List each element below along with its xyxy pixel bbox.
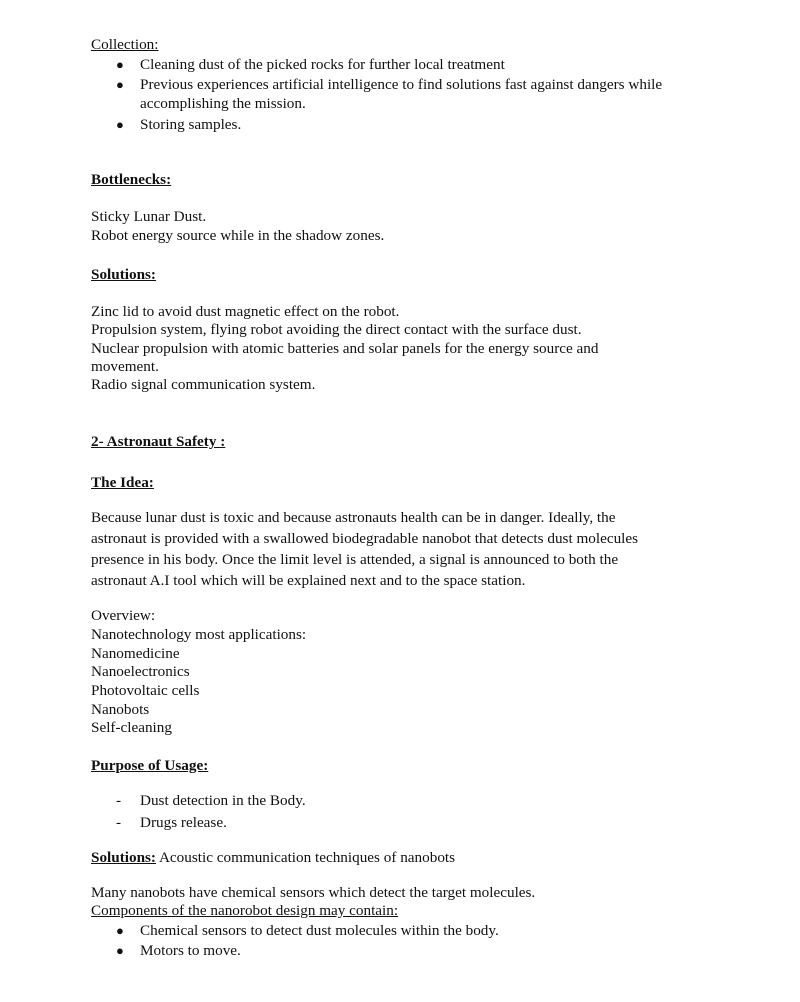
collection-bullet: Cleaning dust of the picked rocks for further local treatment	[140, 56, 505, 73]
solutions-2-text: Acoustic communication techniques of nanobots	[156, 849, 456, 866]
collection-bullet-continuation: accomplishing the mission.	[140, 95, 306, 112]
solutions-line: Nuclear propulsion with atomic batteries and solar panels for the energy source and	[91, 340, 599, 357]
idea-line: presence in his body. Once the limit level is attended, a signal is announced to both the	[91, 551, 619, 568]
overview-line: Nanobots	[91, 701, 150, 718]
dash-marker: -	[116, 814, 122, 831]
collection-bullet: Storing samples.	[140, 116, 242, 133]
solutions-line: Propulsion system, flying robot avoiding the direct contact with the surface dust.	[91, 321, 582, 338]
idea-line: Because lunar dust is toxic and because astronauts health can be in danger. Ideally, the	[91, 509, 616, 526]
solutions-heading: Solutions:	[91, 266, 156, 283]
idea-line: astronaut is provided with a swallowed biodegradable nanobot that detects dust molecules	[91, 530, 639, 547]
collection-bullet: Previous experiences artificial intelligence to find solutions fast against dangers while	[140, 76, 663, 93]
collection-heading: Collection:	[91, 36, 159, 53]
component-bullet: Chemical sensors to detect dust molecules within the body.	[140, 922, 499, 939]
overview-line: Nanoelectronics	[91, 663, 190, 680]
overview-line: Nanomedicine	[91, 645, 180, 662]
bottlenecks-line: Robot energy source while in the shadow zones.	[91, 227, 385, 244]
section-2-heading: 2- Astronaut Safety :	[91, 433, 226, 450]
solutions-line: Zinc lid to avoid dust magnetic effect on the robot.	[91, 303, 400, 320]
solutions-2-heading: Solutions:	[91, 849, 156, 866]
bullet-icon: ●	[116, 117, 124, 132]
overview-line: Photovoltaic cells	[91, 682, 200, 699]
overview-line: Nanotechnology most applications:	[91, 626, 307, 643]
overview-label: Overview:	[91, 607, 156, 624]
bullet-icon: ●	[116, 943, 124, 958]
solutions-line: movement.	[91, 358, 159, 375]
idea-heading: The Idea:	[91, 474, 154, 491]
bottlenecks-line: Sticky Lunar Dust.	[91, 208, 207, 225]
dash-marker: -	[116, 792, 122, 809]
overview-line: Self-cleaning	[91, 719, 172, 736]
purpose-item: Drugs release.	[140, 814, 227, 831]
purpose-heading: Purpose of Usage:	[91, 757, 209, 774]
idea-line: astronaut A.I tool which will be explained next and to the space station.	[91, 572, 526, 589]
component-bullet: Motors to move.	[140, 942, 241, 959]
components-heading: Components of the nanorobot design may contain:	[91, 902, 399, 919]
nanobots-line: Many nanobots have chemical sensors which detect the target molecules.	[91, 884, 536, 901]
bullet-icon: ●	[116, 57, 124, 72]
purpose-item: Dust detection in the Body.	[140, 792, 306, 809]
bottlenecks-heading: Bottlenecks:	[91, 171, 172, 188]
bullet-icon: ●	[116, 77, 124, 92]
bullet-icon: ●	[116, 923, 124, 938]
solutions-line: Radio signal communication system.	[91, 376, 316, 393]
solutions-2-line	[91, 848, 455, 867]
